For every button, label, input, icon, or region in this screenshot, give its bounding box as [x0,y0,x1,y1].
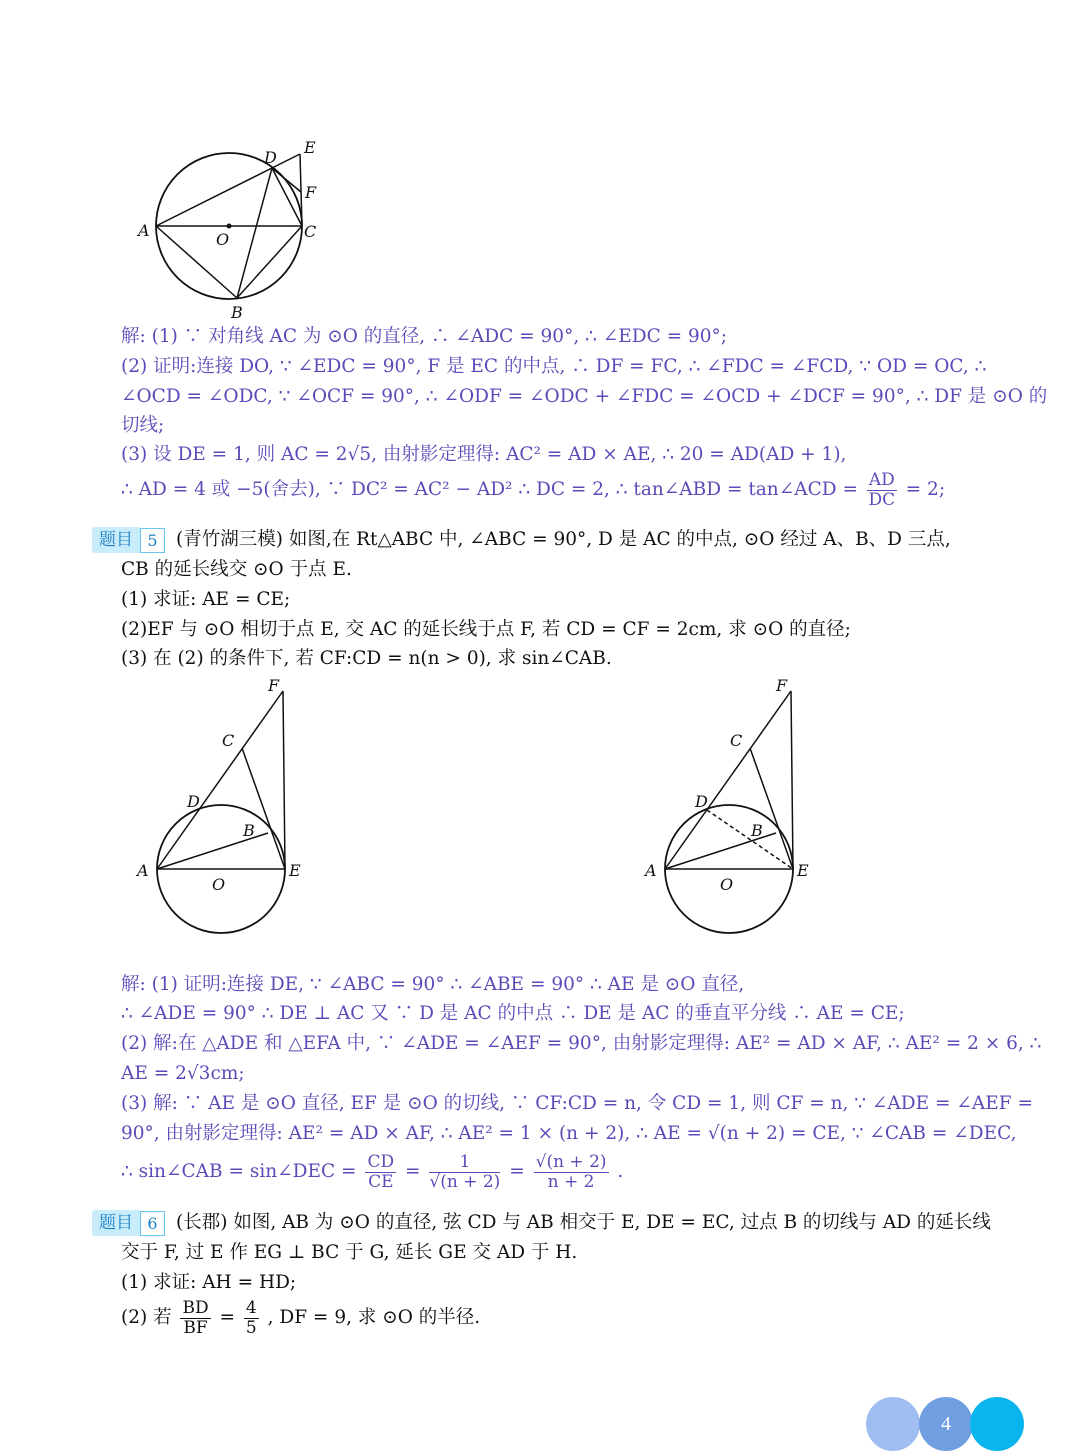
problem5-line1: (青竹湖三模) 如图,在 Rt△ABC 中, ∠ABC = 90°, D 是 AC 的中点, ⊙O 经过 A、B、D 三点, [176,529,951,550]
fraction-cd-ce [365,1153,396,1192]
fraction-ad-dc [867,471,897,510]
label-C: C [222,731,235,750]
fraction-one-over-root [429,1153,500,1192]
problem-number: 5 [140,528,165,553]
problem-tag: 题目 [92,1210,140,1236]
solution5-line2: ∴ ∠ADE = 90° ∴ DE ⊥ AC 又 ∵ D 是 AC 的中点 ∴ DE 是 AC 的垂直平分线 ∴ AE = CE; [121,1003,905,1024]
label-D: D [695,792,708,811]
label-B: B [751,821,763,840]
label-D: D [264,148,277,167]
page-circle-right [970,1397,1024,1451]
solution4-line6 [121,470,945,510]
problem-number: 6 [140,1211,165,1236]
solution5-line7 [121,1150,623,1194]
label-B: B [231,303,243,322]
solution5-line6: 90°, 由射影定理得: AE² = AD × AF, ∴ AE² = 1 × (n + 2), ∴ AE = √(n + 2) = CE, ∵ ∠CAB = ∠DEC, [121,1123,1017,1144]
fraction-numerator: 4 [245,1297,257,1318]
solution5-line4: AE = 2√3cm; [121,1063,245,1084]
label-O: O [720,875,734,894]
page-circle-left [866,1397,920,1451]
figure-right-triangle-circle [640,672,820,942]
fraction-denominator: CE [368,1171,394,1192]
solution4-line4: 切线; [121,415,165,436]
problem6-line1: (长郡) 如图, AB 为 ⊙O 的直径, 弦 CD 与 AB 相交于 E, DE = EC, 过点 B 的切线与 AD 的延长线 [176,1212,991,1233]
label-C: C [730,731,743,750]
fraction-denominator: √(n + 2) [429,1171,501,1192]
fraction-numerator: BD [182,1297,209,1318]
fraction-four-fifths [244,1299,259,1338]
fraction-denominator: BF [183,1317,208,1338]
solution4-line5: (3) 设 DE = 1, 则 AC = 2√5, 由射影定理得: AC² = AD × AE, ∴ 20 = AD(AD + 1), [121,444,847,465]
page-number-badge [919,1397,973,1451]
solution5-line3: (2) 解:在 △ADE 和 △EFA 中, ∵ ∠ADE = ∠AEF = 90°, 由射影定理得: AE² = AD × AF, ∴ AE² = 2 × 6, ∴ [121,1033,1042,1054]
solution5-line5: (3) 解: ∵ AE 是 ⊙O 直径, EF 是 ⊙O 的切线, ∵ CF:CD = n, 令 CD = 1, 则 CF = n, ∵ ∠ADE = ∠AEF = [121,1093,1033,1114]
label-F: F [776,676,788,695]
label-O: O [216,230,230,249]
problem5-line5: (3) 在 (2) 的条件下, 若 CF:CD = n(n > 0), 求 sin∠CAB. [121,648,612,669]
label-E: E [797,861,809,880]
label-D: D [187,792,200,811]
problem5-line2: CB 的延长线交 ⊙O 于点 E. [121,559,352,580]
label-F: F [305,183,317,202]
fraction-numerator: CD [367,1151,395,1172]
label-E: E [304,138,316,157]
solution4-line1: 解: (1) ∵ 对角线 AC 为 ⊙O 的直径, ∴ ∠ADC = 90°, ∴ ∠EDC = 90°; [121,326,728,347]
solution5-line7-text: ∴ sin∠CAB = sin∠DEC = [121,1161,357,1182]
label-F: F [268,676,280,695]
problem6-label [92,1210,165,1236]
solution4-line2: (2) 证明:连接 DO, ∵ ∠EDC = 90°, F 是 EC 的中点, ∴ DF = FC, ∴ ∠FDC = ∠FCD, ∵ OD = OC, ∴ [121,356,987,377]
label-C: C [304,222,317,241]
problem6-line4-text: (2) 若 [121,1307,172,1328]
fraction-bd-bf [180,1299,210,1338]
fraction-root-over-n [534,1153,609,1192]
label-A: A [138,221,150,240]
problem5-label [92,527,165,553]
problem6-line4-end: , DF = 9, 求 ⊙O 的半径. [267,1307,481,1328]
fraction-numerator: AD [868,469,895,490]
figure-left-triangle-circle [130,672,310,942]
page-number: 4 [941,1413,951,1435]
fraction-numerator: 1 [429,1153,500,1173]
equals-sign: = [404,1161,421,1182]
period: . [617,1161,624,1182]
label-B: B [243,821,255,840]
problem6-line4 [121,1296,480,1340]
problem6-line3: (1) 求证: AH = HD; [121,1272,297,1293]
label-A: A [645,861,657,880]
fraction-denominator: 5 [245,1317,257,1338]
problem6-line2: 交于 F, 过 E 作 EG ⊥ BC 于 G, 延长 GE 交 AD 于 H. [121,1242,578,1263]
solution4-line6-text: ∴ AD = 4 或 −5(舍去), ∵ DC² = AC² − AD² ∴ DC = 2, ∴ tan∠ABD = tan∠ACD = [121,479,858,500]
equals-sign: = [219,1307,236,1328]
label-A: A [137,861,149,880]
fraction-denominator: n + 2 [547,1171,595,1192]
solution4-line6-end: = 2; [905,479,946,500]
equals-sign: = [509,1161,525,1182]
solution4-line3: ∠OCD = ∠ODC, ∵ ∠OCF = 90°, ∴ ∠ODF = ∠ODC + ∠FDC = ∠OCD + ∠DCF = 90°, ∴ DF 是 ⊙O 的 [121,386,1048,407]
fraction-numerator: √(n + 2) [535,1151,607,1172]
figure-circle-acde [130,130,330,325]
solution5-line1: 解: (1) 证明:连接 DE, ∵ ∠ABC = 90° ∴ ∠ABE = 90° ∴ AE 是 ⊙O 直径, [121,974,745,995]
problem5-line4: (2)EF 与 ⊙O 相切于点 E, 交 AC 的延长线于点 F, 若 CD = CF = 2cm, 求 ⊙O 的直径; [121,619,851,640]
problem5-line3: (1) 求证: AE = CE; [121,589,291,610]
label-O: O [212,875,226,894]
fraction-denominator: DC [868,489,896,510]
label-E: E [289,861,301,880]
problem-tag: 题目 [92,527,140,553]
